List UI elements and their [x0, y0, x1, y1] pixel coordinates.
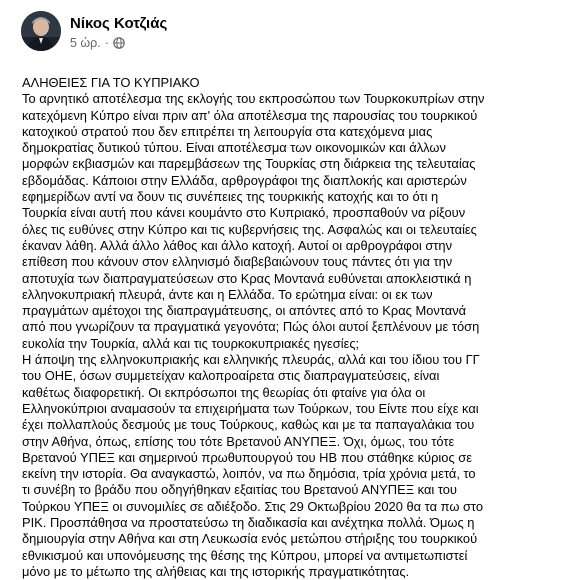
post-text-line: εβδομάδας. Κάποιοι στην Ελλάδα, αρθρογράφοι της διαπλοκής και αριστερών: [22, 172, 467, 188]
post-text-line: μόνο με το μέτωπο της αλήθειας και της ιστορικής πραγματικότητας.: [22, 563, 410, 579]
post-text-line: δημοκρατίας δυτικού τύπου. Είναι αποτέλεσμα των οικονομικών και άλλων: [22, 140, 446, 156]
post-text-line: όλες τις ευθύνες στην Κύπρο και τις κυβερνήσεις της. Ασφαλώς και οι τελευταίες: [22, 221, 477, 237]
post-text-line: Τούρκου ΥΠΕΞ οι συνομιλίες σε αδιέξοδο. Στις 29 Οκτωβρίου 2020 θα τα πω στο: [22, 498, 484, 514]
post-text-line: Βρετανού ΥΠΕΞ και σημερινού πρωθυπουργού του ΗΒ που στάθηκε κύριος σε: [22, 449, 472, 465]
post-meta: [70, 14, 167, 51]
separator-dot: ·: [104, 36, 109, 50]
post-text-line: τι συνέβη το βράδυ που οδηγήθηκαν εξαιτίας του Βρετανού ΑΝΥΠΕΞ και του: [22, 482, 457, 498]
post-text-line: δημιουργία στην Αθήνα και στη Λευκωσία ενός μετώπου στήριξης του τουρκικού: [22, 531, 478, 547]
post-text-line: έχει πολλαπλούς δεσμούς με τους Τούρκους, καθώς και με τα παπαγαλάκια του: [22, 417, 475, 433]
post-text-line: καθέτως διαφορετική. Οι εκπρόσωποι της θεωρίας ότι φταίνε για όλα οι: [22, 384, 426, 400]
profile-photo-icon: [21, 11, 61, 51]
post-text-line: μορφών εκβιασμών και παρεμβάσεων της Τουρκίας στη διάρκεια της τελευταίας: [22, 156, 476, 172]
post-text-line: από που γνωρίζουν τα πραγματικά γεγονότα; Πώς όλοι αυτοί ξεπλένουν με τόση: [22, 319, 480, 335]
post-text-line: του ΟΗΕ, όσων συμμετείχαν καλοπροαίρετα στις διαπραγματεύσεις, είναι: [22, 368, 440, 384]
post-text-line: ΑΛΗΘΕΙΕΣ ΓΙΑ ΤΟ ΚΥΠΡΙΑΚΟ: [22, 75, 200, 90]
post-text-line: πραγμάτων αμέτοχοι της διαπραγμάτευσης, οι απόντες από το Κρας Μοντανά: [22, 303, 467, 319]
author-name[interactable]: Νίκος Κοτζιάς: [70, 15, 168, 32]
post-text-line: κατεχόμενη Κύπρο είναι πριν απ' όλα αποτέλεσμα της παρουσίας του τουρκικού: [22, 107, 478, 123]
post-text-line: ελληνοκυπριακή πλευρά, άντε και η Ελλάδα. Το ερώτημα είναι: οι εκ των: [22, 286, 433, 302]
post-text-line: εθνικισμού και υπονόμευσης της θέσης της Κύπρου, μπορεί να αντιμετωπιστεί: [22, 547, 468, 563]
post-text-line: ΡΙΚ. Προσπάθησα να προστατεύσω τη διαδικασία και ανέχτηκα πολλά. Όμως η: [22, 515, 475, 531]
post-text-line: στην Αθήνα, όπως, επίσης του τότε Βρετανού ΑΝΥΠΕΞ. Όχι, όμως, του τότε: [22, 433, 455, 449]
post-text-line: έκαναν λάθη. Αλλά άλλο λάθος και άλλο κατοχή. Αυτοί οι αρθρογράφοι στην: [22, 237, 453, 253]
globe-icon[interactable]: [113, 37, 125, 49]
post-text-line: εφημερίδων αντί να δουν τις συνέπειες της τουρκικής κατοχής και το ότι η: [22, 189, 439, 205]
post-text-line: Το αρνητικό αποτέλεσμα της εκλογής του εκπροσώπου των Τουρκοκυπρίων στην: [22, 91, 485, 107]
post-text-line: επίθεση που κάνουν στον ελληνισμό διαβεβαιώνουν τους πάντες ότι για την: [22, 254, 453, 270]
post-text-line: εκείνη την ιστορία. Θα αναγκαστώ, λοιπόν, να πω δημόσια, τρία χρόνια μετά, το: [22, 466, 476, 482]
post-text-line: κατοχικού στρατού που δεν επιτρέπει τη λειτουργία στα κατεχόμενα μιας: [22, 123, 433, 139]
post-text-line: Τουρκία είναι αυτή που κάνει κουμάντο στο Κυπριακό, προσπαθούν να ρίξουν: [22, 205, 466, 221]
post-text-line: Η άποψη της ελληνοκυπριακής και ελληνικής πλευράς, αλλά και του ίδιου του ΓΓ: [22, 352, 480, 368]
post-text-line: Ελληνοκύπριοι αναμασούν τα επιχειρήματα των Τούρκων, του Είντε που είχε και: [22, 400, 479, 416]
author-avatar[interactable]: [21, 11, 61, 51]
post-subline: [70, 35, 167, 51]
post-text-line: ευκολία την Τουρκία, αλλά και τις τουρκοκυπριακές ηγεσίες;: [22, 335, 360, 351]
post-header: [21, 11, 167, 59]
post-timestamp[interactable]: 5 ώρ.: [70, 36, 101, 50]
post-text-line: αποτυχία των διαπραγματεύσεων στο Κρας Μοντανά ευθύνεται αποκλειστικά η: [22, 270, 472, 286]
post-body-text: [22, 75, 562, 580]
